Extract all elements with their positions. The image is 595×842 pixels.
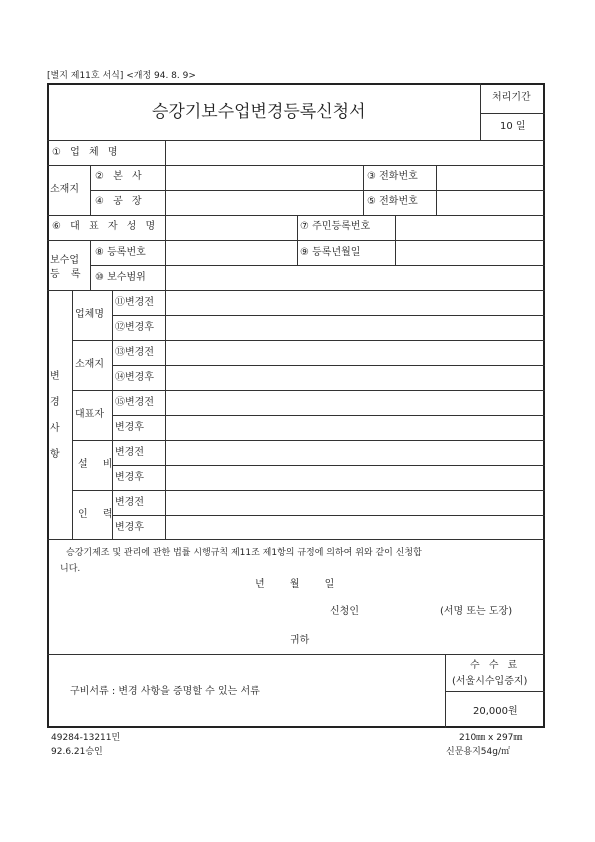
row-before: ⑬변경전 bbox=[115, 347, 154, 358]
fee-stamp-label: (서울시수입증지) bbox=[452, 676, 528, 687]
paper-size: 210㎜ x 297㎜ bbox=[459, 733, 523, 743]
table-rule bbox=[112, 415, 545, 416]
table-rule bbox=[72, 490, 545, 491]
table-rule bbox=[112, 290, 113, 539]
change-items-char-4: 항 bbox=[50, 449, 60, 460]
table-rule bbox=[90, 240, 91, 290]
factory-label: ④ 공 장 bbox=[95, 196, 145, 207]
processing-period-value: 10 일 bbox=[500, 121, 526, 132]
row-before: ⑮변경전 bbox=[115, 397, 154, 408]
representative-name-label: ⑥ 대 표 자 성 명 bbox=[52, 221, 159, 232]
group-representative: 대표자 bbox=[75, 409, 104, 420]
table-rule bbox=[47, 539, 545, 540]
location-label: 소재지 bbox=[50, 184, 79, 195]
change-items-char-1: 변 bbox=[50, 371, 60, 382]
processing-period-label: 처리기간 bbox=[492, 92, 531, 103]
table-rule bbox=[112, 315, 545, 316]
row-before: 변경전 bbox=[115, 497, 144, 508]
fee-amount: 20,000원 bbox=[473, 706, 518, 717]
group-equipment: 설 비 bbox=[78, 459, 119, 470]
table-rule bbox=[90, 190, 545, 191]
table-rule bbox=[480, 83, 481, 140]
table-rule bbox=[72, 390, 545, 391]
group-location: 소재지 bbox=[75, 359, 104, 370]
table-rule bbox=[297, 215, 298, 265]
table-rule bbox=[90, 265, 545, 266]
table-rule bbox=[165, 290, 166, 539]
table-rule bbox=[47, 290, 545, 291]
declaration-text: 승강기제조 및 관리에 관한 법률 시행규칙 제11조 제1항의 규정에 의하여 위와 같이 신청합 bbox=[66, 548, 422, 558]
table-rule bbox=[112, 465, 545, 466]
group-personnel: 인 력 bbox=[78, 509, 119, 520]
change-items-char-2: 경 bbox=[50, 397, 60, 408]
table-rule bbox=[47, 240, 545, 241]
repair-scope-label: ⑩ 보수범위 bbox=[95, 272, 146, 283]
company-name-label: ① 업 체 명 bbox=[52, 147, 121, 158]
table-rule bbox=[165, 140, 166, 290]
table-rule bbox=[72, 290, 73, 539]
head-office-label: ② 본 사 bbox=[95, 171, 145, 182]
table-rule bbox=[90, 165, 91, 215]
row-before: 변경전 bbox=[115, 447, 144, 458]
required-documents: 구비서류 : 변경 사항을 증명할 수 있는 서류 bbox=[70, 686, 260, 697]
resident-number-label: ⑦ 주민등록번호 bbox=[300, 221, 371, 232]
table-rule bbox=[445, 654, 446, 728]
table-rule bbox=[445, 691, 545, 692]
form-title: 승강기보수업변경등록신청서 bbox=[152, 102, 366, 122]
paper-spec: 신문용지54g/㎡ bbox=[446, 747, 510, 757]
signature-label: (서명 또는 도장) bbox=[440, 606, 513, 617]
group-company-name: 업체명 bbox=[75, 309, 104, 320]
approval-date: 92.6.21승인 bbox=[51, 747, 103, 757]
declaration-text-end: 니다. bbox=[60, 564, 81, 574]
table-rule bbox=[47, 140, 545, 141]
table-rule bbox=[112, 365, 545, 366]
table-rule bbox=[395, 215, 396, 265]
business-registration-label: 보수업 bbox=[50, 255, 79, 266]
table-rule bbox=[72, 340, 545, 341]
addressee-label: 귀하 bbox=[290, 635, 310, 646]
table-rule bbox=[72, 440, 545, 441]
row-after: 변경후 bbox=[115, 472, 144, 483]
phone-label-3: ③ 전화번호 bbox=[367, 171, 418, 182]
table-rule bbox=[47, 654, 545, 655]
table-rule bbox=[363, 165, 364, 215]
form-code: 49284-13211민 bbox=[51, 733, 121, 743]
row-after: ⑭변경후 bbox=[115, 372, 154, 383]
applicant-label: 신청인 bbox=[330, 606, 359, 617]
registration-date-label: ⑨ 등록년월일 bbox=[300, 247, 361, 258]
change-items-char-3: 사 bbox=[50, 423, 60, 434]
date-line: 년 월 일 bbox=[255, 579, 335, 590]
row-after: ⑫변경후 bbox=[115, 322, 154, 333]
row-after: 변경후 bbox=[115, 522, 144, 533]
phone-label-5: ⑤ 전화번호 bbox=[367, 196, 418, 207]
registration-label: 등 록 bbox=[50, 269, 85, 280]
fee-label: 수 수 료 bbox=[470, 660, 521, 671]
table-rule bbox=[47, 165, 545, 166]
registration-number-label: ⑧ 등록번호 bbox=[95, 247, 146, 258]
table-rule bbox=[480, 113, 545, 114]
table-rule bbox=[436, 165, 437, 215]
form-reference: [별지 제11호 서식] <개정 94. 8. 9> bbox=[47, 71, 196, 81]
row-before: ⑪변경전 bbox=[115, 297, 154, 308]
row-after: 변경후 bbox=[115, 422, 144, 433]
table-rule bbox=[112, 515, 545, 516]
table-rule bbox=[47, 215, 545, 216]
